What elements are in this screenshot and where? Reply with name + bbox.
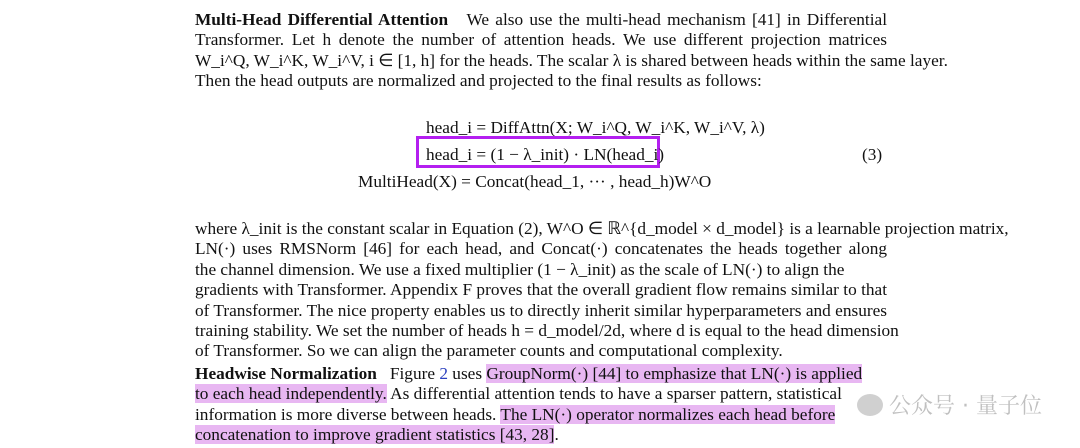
- equation-1: head_i = DiffAttn(X; W_i^Q, W_i^K, W_i^V, λ): [426, 118, 765, 137]
- para3-l1-b: uses: [447, 364, 487, 383]
- section-heading-multihead: Multi-Head Differential Attention: [195, 10, 449, 29]
- paragraph-where: [195, 219, 1009, 362]
- section-heading-headwise: Headwise Normalization: [195, 364, 377, 383]
- para1-line1: [195, 10, 887, 30]
- para3-l4-end: .: [554, 425, 559, 445]
- para2-line1: where λ_init is the constant scalar in Equation (2), W^O ∈ ℝ^{d_model × d_model} is a learnable projection matrix,: [195, 219, 1009, 238]
- para3-line1: [195, 364, 887, 384]
- highlight-groupnorm: GroupNorm(·) [44] to emphasize that LN(·) is applied: [486, 364, 863, 383]
- para3-line2: [195, 384, 887, 404]
- equation-number: (3): [862, 145, 883, 164]
- wechat-icon: [857, 394, 883, 416]
- para3-l2-rest: As differential attention tends to have a sparser pattern, statistical: [386, 384, 842, 404]
- para1-line2: Transformer. Let h denote the number of attention heads. We use different projection matrices: [195, 30, 887, 50]
- para1-line3: W_i^Q, W_i^K, W_i^V, i ∈ [1, h] for the heads. The scalar λ is shared between heads within the same layer.: [195, 50, 948, 70]
- para2-line5: of Transformer. The nice property enables us to directly inherit similar hyperparameters and ensures: [195, 300, 887, 320]
- para2-line7: of Transformer. So we can align the parameter counts and computational complexity.: [195, 341, 783, 361]
- para2-line3: the channel dimension. We use a fixed multiplier (1 − λ_init) as the scale of LN(·) to align the: [195, 259, 845, 279]
- highlight-concatenation: concatenation to improve gradient statistics [43, 28]: [195, 425, 555, 445]
- para2-line6: training stability. We set the number of heads h = d_model/2d, where d is equal to the head dimension: [195, 321, 899, 341]
- para2-line4: gradients with Transformer. Appendix F proves that the overall gradient flow remains similar to that: [195, 280, 887, 300]
- equation-3: MultiHead(X) = Concat(head_1, ··· , head_h)W^O: [358, 172, 712, 191]
- paragraph-multihead: [195, 10, 948, 92]
- para1-line4: Then the head outputs are normalized and projected to the final results as follows:: [195, 71, 762, 91]
- para3-line4: [195, 425, 887, 445]
- watermark-text: 公众号 · 量子位: [889, 394, 1042, 419]
- watermark: [857, 389, 1042, 420]
- highlight-ln-operator: The LN(·) operator normalizes each head before: [500, 404, 836, 424]
- para3-line3: [195, 405, 887, 425]
- figure-ref-link[interactable]: 2: [439, 364, 448, 383]
- para3-l3-a: information is more diverse between heads.: [195, 404, 501, 424]
- paragraph-headwise: [195, 364, 887, 446]
- para3-l1-a: Figure: [389, 364, 440, 383]
- highlight-each-head: to each head independently.: [195, 384, 387, 404]
- para1-line1-text: We also use the multi-head mechanism [41] in Differential: [466, 10, 888, 29]
- para2-line2: LN(·) uses RMSNorm [46] for each head, and Concat(·) concatenates the heads together along: [195, 239, 887, 259]
- equation-2: head_i = (1 − λ_init) · LN(head_i): [426, 145, 665, 164]
